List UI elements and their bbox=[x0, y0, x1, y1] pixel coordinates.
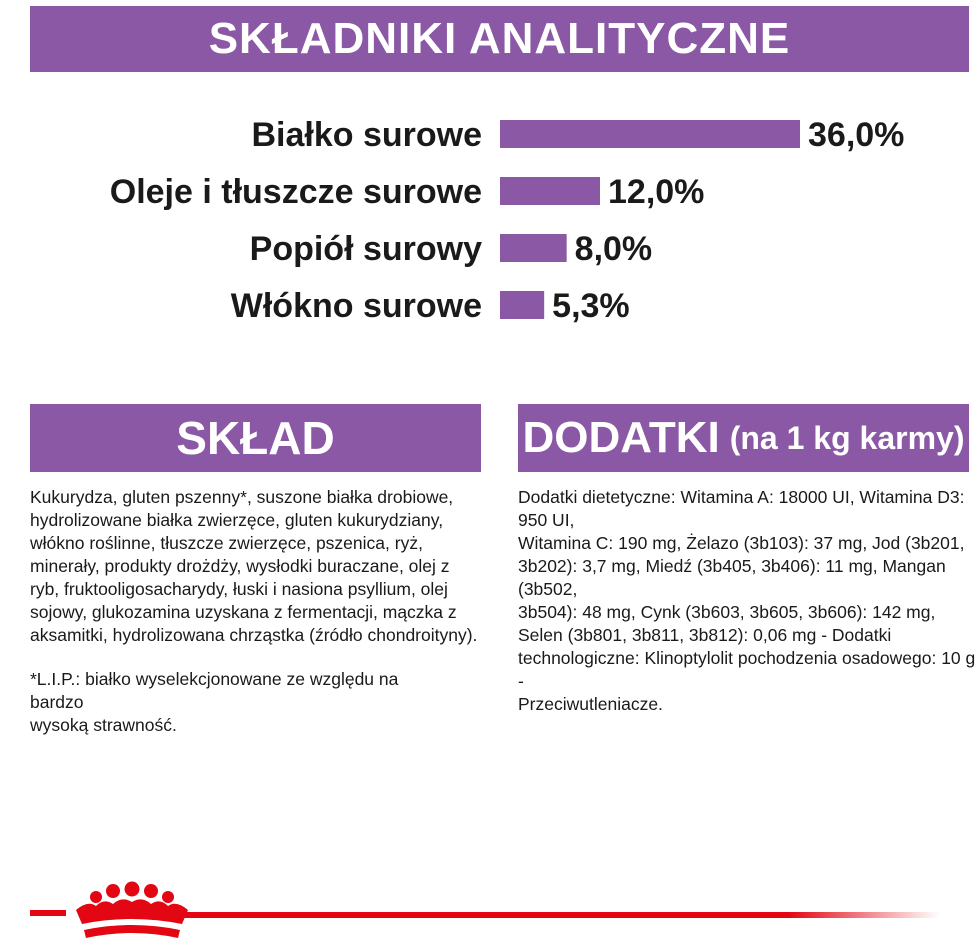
sklad-line: ryb, fruktooligosacharydy, łuski i nasiona psyllium, olej bbox=[30, 579, 448, 599]
brand-footer bbox=[0, 880, 979, 952]
crown-logo-icon bbox=[76, 882, 188, 939]
dodatki-line: Dodatki dietetyczne: Witamina A: 18000 UI, Witamina D3: 950 UI, bbox=[518, 487, 965, 530]
category-label: Oleje i tłuszcze surowe bbox=[109, 173, 482, 211]
sklad-banner bbox=[30, 404, 481, 472]
value-label: 5,3% bbox=[552, 287, 630, 325]
dodatki-line: Witamina C: 190 mg, Żelazo (3b103): 37 mg, Jod (3b201, bbox=[518, 533, 965, 553]
dodatki-line: 3b202): 3,7 mg, Miedź (3b405, 3b406): 11 mg, Mangan (3b502, bbox=[518, 556, 946, 599]
sklad-line: hydrolizowane białka zwierzęce, gluten kukurydziany, bbox=[30, 510, 444, 530]
category-label: Białko surowe bbox=[251, 116, 482, 154]
brand-line-left bbox=[30, 910, 66, 916]
dodatki-subtitle: (na 1 kg karmy) bbox=[729, 419, 965, 456]
sklad-line: aksamitki, hydrolizowana chrząstka (źródło chondroityny). bbox=[30, 625, 478, 645]
sklad-title: SKŁAD bbox=[176, 412, 335, 464]
bar bbox=[500, 291, 544, 319]
sklad-line: Kukurydza, gluten pszenny*, suszone białka drobiowe, bbox=[30, 487, 454, 507]
value-label: 36,0% bbox=[808, 116, 905, 154]
bar bbox=[500, 234, 567, 262]
dodatki-line: technologiczne: Klinoptylolit pochodzenia osadowego: 10 g - bbox=[518, 648, 976, 691]
sklad-ingredients-text bbox=[30, 486, 490, 647]
brand-line-right bbox=[180, 912, 940, 918]
value-label: 12,0% bbox=[608, 173, 705, 211]
analytical-bar-chart bbox=[0, 100, 979, 340]
footnote-line: *L.I.P.: białko wyselekcjonowane ze względu na bardzo bbox=[30, 669, 399, 712]
sklad-line: sojowy, glukozamina uzyskana z fermentacji, mączka z bbox=[30, 602, 457, 622]
lip-footnote bbox=[30, 668, 450, 737]
category-label: Popiół surowy bbox=[249, 230, 482, 268]
dodatki-line: 3b504): 48 mg, Cynk (3b603, 3b605, 3b606): 142 mg, bbox=[518, 602, 936, 622]
dodatki-line: Selen (3b801, 3b811, 3b812): 0,06 mg - Dodatki bbox=[518, 625, 892, 645]
sklad-line: minerały, produkty drożdży, wysłodki buraczane, olej z bbox=[30, 556, 450, 576]
section-title: SKŁADNIKI ANALITYCZNE bbox=[208, 14, 791, 63]
dodatki-additives-text bbox=[518, 486, 978, 716]
dodatki-title: DODATKI bbox=[522, 413, 720, 462]
bar bbox=[500, 177, 600, 205]
category-label: Włókno surowe bbox=[230, 287, 482, 325]
value-label: 8,0% bbox=[574, 230, 653, 268]
bar bbox=[500, 120, 800, 148]
footnote-line: wysoką strawność. bbox=[30, 715, 177, 735]
dodatki-line: Przeciwutleniacze. bbox=[518, 694, 663, 714]
dodatki-banner bbox=[518, 404, 969, 472]
section-title-banner bbox=[30, 6, 969, 72]
sklad-line: włókno roślinne, tłuszcze zwierzęce, pszenica, ryż, bbox=[30, 533, 423, 553]
